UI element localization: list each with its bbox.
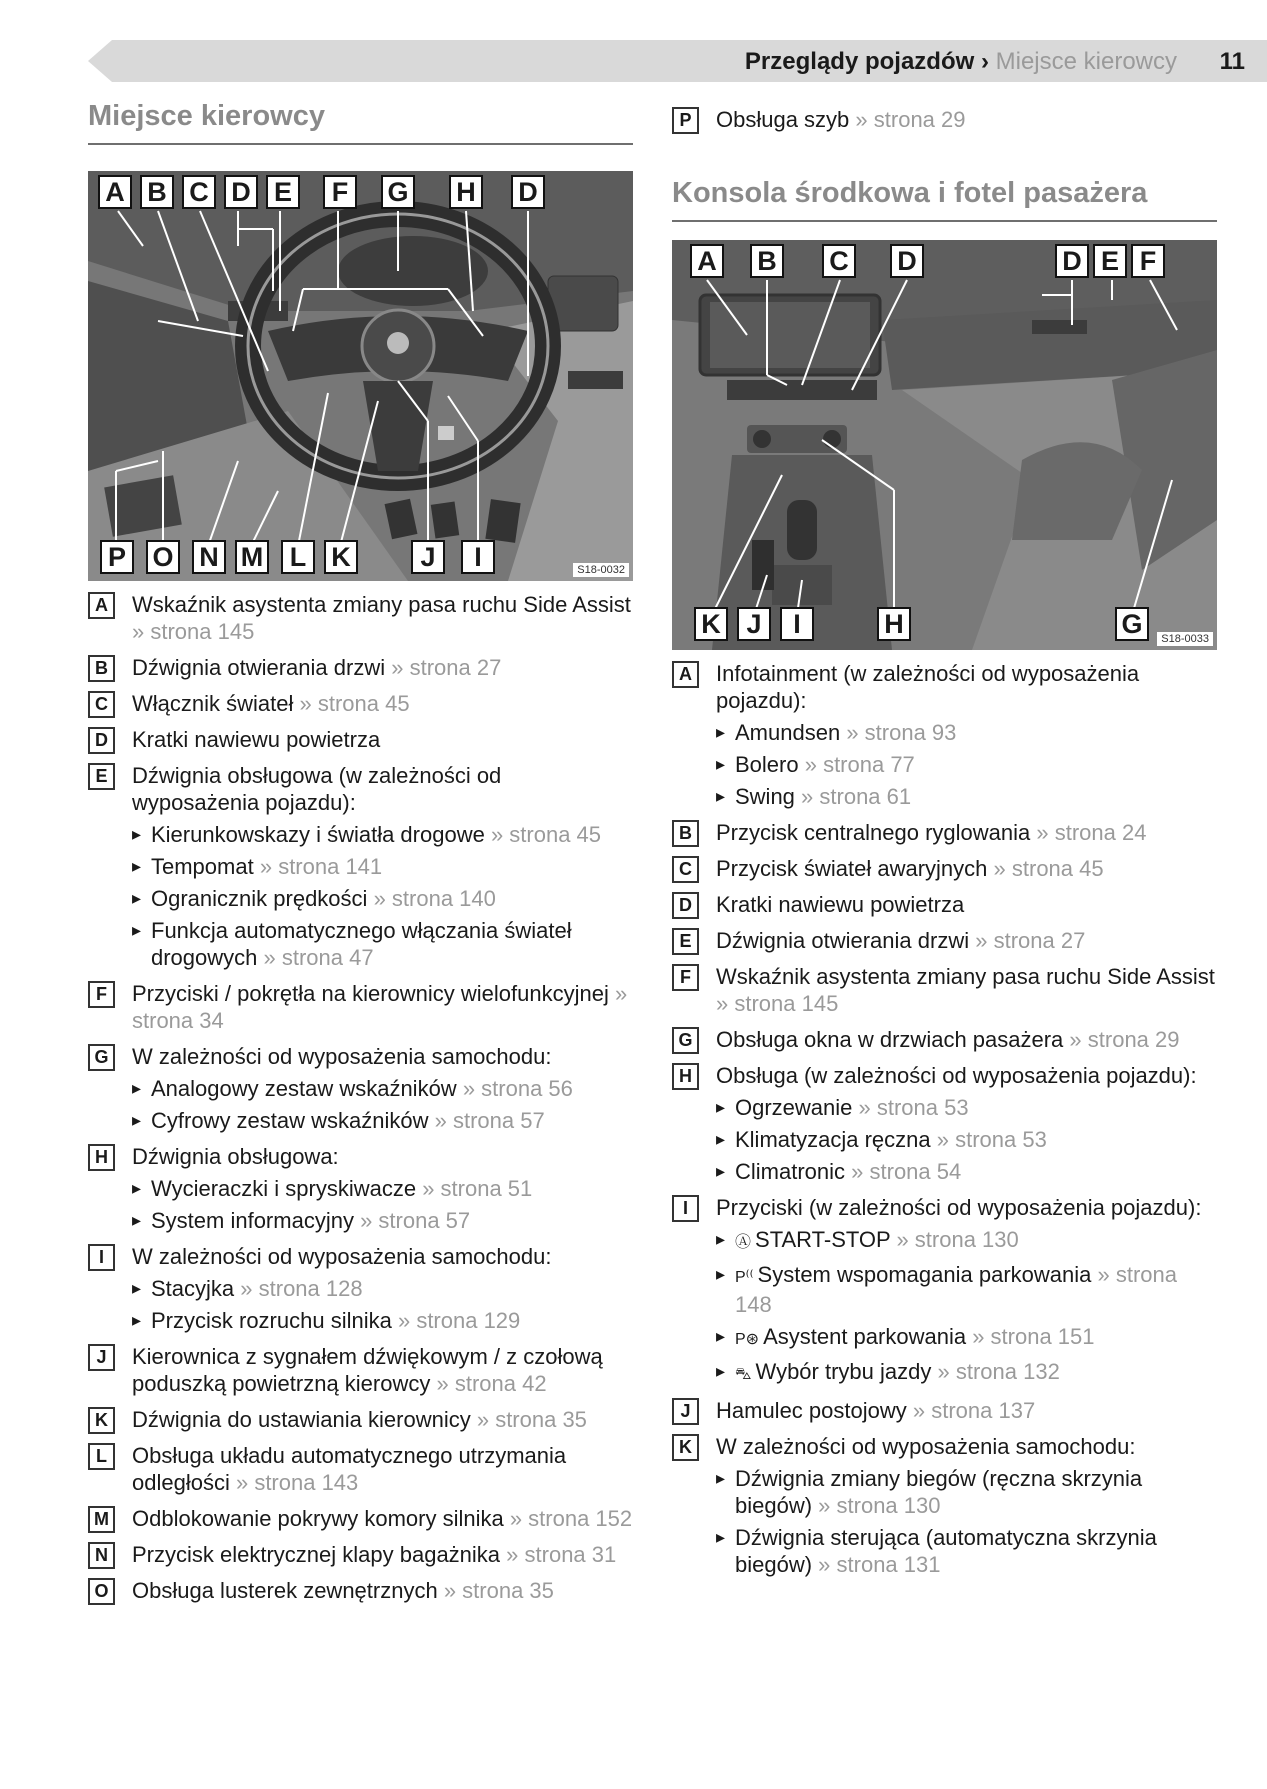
page-reference: » strona 56: [462, 1076, 573, 1101]
figure-label: D: [1055, 244, 1089, 278]
legend-subitem: ▸ ⛍ Wybór trybu jazdy » strona 132: [716, 1358, 1217, 1388]
park-distance-control-icon: P⁽⁽: [735, 1269, 754, 1286]
page-reference: » strona 35: [443, 1578, 554, 1603]
page-reference: » strona 151: [972, 1324, 1095, 1349]
figure-label: A: [690, 244, 724, 278]
legend-item: B Dźwignia otwierania drzwi » strona 27: [88, 654, 633, 681]
page-reference: » strona 130: [896, 1227, 1019, 1252]
legend-list-driver: [88, 591, 633, 1604]
page-reference: » strona 141: [259, 854, 383, 879]
legend-key: O: [88, 1578, 115, 1605]
figure-label: K: [694, 607, 728, 641]
legend-item: L Obsługa układu automatycznego utrzymania odległości » strona 143: [88, 1442, 633, 1496]
legend-item: I W zależności od wyposażenia samochodu: ▸ Stacyjka » strona 128 ▸ Przycisk rozruchu silnika » strona 129: [88, 1243, 633, 1334]
legend-subitem: ▸ Dźwignia sterująca (automatyczna skrzynia biegów) » strona 131: [716, 1524, 1217, 1578]
page-reference: » strona 61: [801, 784, 912, 809]
figure-label: E: [1093, 244, 1127, 278]
legend-key: E: [88, 763, 115, 790]
page-reference: » strona 47: [263, 945, 374, 970]
legend-item: E Dźwignia obsługowa (w zależności od wyposażenia pojazdu): ▸ Kierunkowskazy i światła drogowe » strona 45 ▸ Tempomat » strona 141 ▸ Ogranicznik prędkości » strona 140 ▸ Funkcja automatycznego włączania świateł drogowych » strona 47: [88, 762, 633, 971]
console-illustration: [672, 240, 1217, 650]
page-reference: » strona 29: [1069, 1027, 1180, 1052]
figure-code: S18-0032: [573, 563, 629, 577]
page-reference: » strona 137: [912, 1398, 1036, 1423]
legend-item: D Kratki nawiewu powietrza: [672, 891, 1217, 918]
figure-label: P: [100, 540, 134, 574]
legend-subitem: ▸ Climatronic » strona 54: [716, 1158, 1217, 1185]
header-subsection: Miejsce kierowcy: [995, 48, 1177, 75]
legend-subitem: ▸ System informacyjny » strona 57: [132, 1207, 633, 1234]
legend-subitem: ▸ Klimatyzacja ręczna » strona 53: [716, 1126, 1217, 1153]
legend-subitem: ▸ Analogowy zestaw wskaźników » strona 56: [132, 1075, 633, 1102]
page-reference: » strona 140: [373, 886, 496, 911]
figure-label: D: [511, 175, 545, 209]
page-reference: » strona 31: [506, 1542, 617, 1567]
figure-label: M: [235, 540, 269, 574]
legend-key: H: [672, 1063, 699, 1090]
legend-item: C Włącznik świateł » strona 45: [88, 690, 633, 717]
legend-subitem: ▸ Dźwignia zmiany biegów (ręczna skrzynia biegów) » strona 130: [716, 1465, 1217, 1519]
legend-list-driver-continued: [672, 106, 1217, 133]
page-reference: » strona 145: [132, 619, 255, 644]
legend-key: E: [672, 928, 699, 955]
park-assist-icon: P⊛: [735, 1331, 760, 1348]
legend-key: F: [88, 981, 115, 1008]
legend-key: A: [672, 661, 699, 688]
figure-label: K: [324, 540, 358, 574]
legend-key: B: [672, 820, 699, 847]
legend-key: G: [88, 1044, 115, 1071]
legend-subitem: ▸ P⁽⁽ System wspomagania parkowania » strona 148: [716, 1261, 1217, 1318]
figure-label: H: [449, 175, 483, 209]
figure-label: C: [822, 244, 856, 278]
legend-key: I: [672, 1195, 699, 1222]
page-reference: » strona 24: [1036, 820, 1147, 845]
legend-item: K Dźwignia do ustawiania kierownicy » strona 35: [88, 1406, 633, 1433]
page-reference: » strona 29: [855, 107, 966, 132]
legend-subitem: ▸ Ⓐ START-STOP » strona 130: [716, 1226, 1217, 1256]
legend-item: C Przycisk świateł awaryjnych » strona 45: [672, 855, 1217, 882]
legend-item: F Przyciski / pokrętła na kierownicy wielofunkcyjnej » strona 34: [88, 980, 633, 1034]
legend-item: G Obsługa okna w drzwiach pasażera » strona 29: [672, 1026, 1217, 1053]
legend-key: A: [88, 592, 115, 619]
figure-label: D: [224, 175, 258, 209]
legend-key: K: [88, 1407, 115, 1434]
page-reference: » strona 35: [476, 1407, 587, 1432]
legend-key: B: [88, 655, 115, 682]
page-reference: » strona 152: [509, 1506, 633, 1531]
figure-label: E: [266, 175, 300, 209]
header-section: Przeglądy pojazdów ›: [744, 48, 989, 75]
page-reference: » strona 34: [132, 981, 628, 1033]
legend-subitem: ▸ Bolero » strona 77: [716, 751, 1217, 778]
figure-label: I: [461, 540, 495, 574]
legend-item: J Hamulec postojowy » strona 137: [672, 1397, 1217, 1424]
center-console-figure: [672, 240, 1217, 650]
figure-label: G: [381, 175, 415, 209]
legend-key: P: [672, 107, 699, 134]
legend-item: E Dźwignia otwierania drzwi » strona 27: [672, 927, 1217, 954]
legend-subitem: ▸ P⊛ Asystent parkowania » strona 151: [716, 1323, 1217, 1353]
page-reference: » strona 57: [360, 1208, 471, 1233]
figure-label: N: [192, 540, 226, 574]
legend-item: G W zależności od wyposażenia samochodu: ▸ Analogowy zestaw wskaźników » strona 56 ▸ Cyfrowy zestaw wskaźników » strona 57: [88, 1043, 633, 1134]
figure-label: F: [1131, 244, 1165, 278]
drive-mode-icon: ⛍: [735, 1366, 752, 1383]
legend-key: H: [88, 1144, 115, 1171]
legend-item: F Wskaźnik asystenta zmiany pasa ruchu Side Assist » strona 145: [672, 963, 1217, 1017]
figure-code: S18-0033: [1157, 632, 1213, 646]
figure-label: B: [750, 244, 784, 278]
section-title-driver: Miejsce kierowcy: [88, 100, 633, 145]
legend-subitem: ▸ Funkcja automatycznego włączania świateł drogowych » strona 47: [132, 917, 633, 971]
legend-subitem: ▸ Przycisk rozruchu silnika » strona 129: [132, 1307, 633, 1334]
legend-subitem: ▸ Amundsen » strona 93: [716, 719, 1217, 746]
legend-list-console: [672, 660, 1217, 1578]
legend-key: N: [88, 1542, 115, 1569]
legend-item: I Przyciski (w zależności od wyposażenia pojazdu): ▸ Ⓐ START-STOP » strona 130 ▸ P⁽⁽ System wspomagania parkowania » strona 148 ▸ P⊛ Asystent parkowania » strona 151 ▸ ⛍ Wybór trybu jazdy » strona 132: [672, 1194, 1217, 1388]
page-reference: » strona 128: [240, 1276, 363, 1301]
page-reference: » strona 53: [936, 1127, 1047, 1152]
figure-label: H: [877, 607, 911, 641]
figure-label: L: [281, 540, 315, 574]
page-reference: » strona 27: [391, 655, 502, 680]
left-column: [88, 100, 633, 1604]
right-column: [672, 106, 1217, 1578]
figure-label: J: [737, 607, 771, 641]
page-reference: » strona 129: [397, 1308, 521, 1333]
legend-item: N Przycisk elektrycznej klapy bagażnika » strona 31: [88, 1541, 633, 1568]
legend-item: H Obsługa (w zależności od wyposażenia pojazdu): ▸ Ogrzewanie » strona 53 ▸ Klimatyzacja ręczna » strona 53 ▸ Climatronic » strona 54: [672, 1062, 1217, 1185]
legend-subitem: ▸ Stacyjka » strona 128: [132, 1275, 633, 1302]
legend-subitem: ▸ Kierunkowskazy i światła drogowe » strona 45: [132, 821, 633, 848]
legend-item: A Wskaźnik asystenta zmiany pasa ruchu Side Assist » strona 145: [88, 591, 633, 645]
page-reference: » strona 57: [434, 1108, 545, 1133]
page-reference: » strona 54: [851, 1159, 962, 1184]
page-reference: » strona 143: [235, 1470, 359, 1495]
figure-label: G: [1115, 607, 1149, 641]
page-reference: » strona 131: [818, 1552, 941, 1577]
page-reference: » strona 130: [818, 1493, 941, 1518]
figure-label: I: [780, 607, 814, 641]
legend-item: K W zależności od wyposażenia samochodu: ▸ Dźwignia zmiany biegów (ręczna skrzynia biegów) » strona 130 ▸ Dźwignia sterująca (automatyczna skrzynia biegów) » strona 131: [672, 1433, 1217, 1578]
legend-key: J: [672, 1398, 699, 1425]
cockpit-illustration: [88, 171, 633, 581]
figure-label: B: [140, 175, 174, 209]
section-title-console: Konsola środkowa i fotel pasażera: [672, 177, 1217, 222]
legend-item: B Przycisk centralnego ryglowania » strona 24: [672, 819, 1217, 846]
page-reference: » strona 45: [490, 822, 602, 847]
legend-key: L: [88, 1443, 115, 1470]
legend-key: F: [672, 964, 699, 991]
page-reference: » strona 132: [937, 1359, 1060, 1384]
page-reference: » strona 53: [858, 1095, 969, 1120]
figure-label: D: [890, 244, 924, 278]
page-reference: » strona 42: [436, 1371, 547, 1396]
legend-key: C: [672, 856, 699, 883]
legend-key: I: [88, 1244, 115, 1271]
legend-item: O Obsługa lusterek zewnętrznych » strona 35: [88, 1577, 633, 1604]
legend-item: A Infotainment (w zależności od wyposażenia pojazdu): ▸ Amundsen » strona 93 ▸ Bolero » strona 77 ▸ Swing » strona 61: [672, 660, 1217, 810]
legend-key: G: [672, 1027, 699, 1054]
legend-item: D Kratki nawiewu powietrza: [88, 726, 633, 753]
figure-label: C: [182, 175, 216, 209]
legend-subitem: ▸ Ogrzewanie » strona 53: [716, 1094, 1217, 1121]
page-reference: » strona 51: [422, 1176, 533, 1201]
page-reference: » strona 27: [975, 928, 1086, 953]
legend-key: D: [88, 727, 115, 754]
legend-item: H Dźwignia obsługowa: ▸ Wycieraczki i spryskiwacze » strona 51 ▸ System informacyjny » strona 57: [88, 1143, 633, 1234]
legend-item: P Obsługa szyb » strona 29: [672, 106, 1217, 133]
figure-label: J: [411, 540, 445, 574]
legend-key: M: [88, 1506, 115, 1533]
page-reference: » strona 45: [299, 691, 410, 716]
legend-item: J Kierownica z sygnałem dźwiękowym / z czołową poduszką powietrzną kierowcy » strona 42: [88, 1343, 633, 1397]
page-reference: » strona 45: [993, 856, 1104, 881]
page-number: 11: [1219, 48, 1245, 75]
legend-key: J: [88, 1344, 115, 1371]
legend-key: D: [672, 892, 699, 919]
page-reference: » strona 93: [846, 720, 957, 745]
page-reference: » strona 145: [716, 991, 839, 1016]
legend-key: C: [88, 691, 115, 718]
legend-subitem: ▸ Cyfrowy zestaw wskaźników » strona 57: [132, 1107, 633, 1134]
legend-item: M Odblokowanie pokrywy komory silnika » strona 152: [88, 1505, 633, 1532]
running-header: [745, 47, 1177, 77]
legend-subitem: ▸ Tempomat » strona 141: [132, 853, 633, 880]
page-reference: » strona 148: [735, 1262, 1177, 1317]
figure-label: A: [98, 175, 132, 209]
driver-cockpit-figure: [88, 171, 633, 581]
figure-label: F: [323, 175, 357, 209]
start-stop-icon: Ⓐ: [735, 1234, 752, 1251]
legend-key: K: [672, 1434, 699, 1461]
figure-label: O: [146, 540, 180, 574]
page-reference: » strona 77: [804, 752, 915, 777]
legend-subitem: ▸ Swing » strona 61: [716, 783, 1217, 810]
legend-subitem: ▸ Ogranicznik prędkości » strona 140: [132, 885, 633, 912]
legend-subitem: ▸ Wycieraczki i spryskiwacze » strona 51: [132, 1175, 633, 1202]
